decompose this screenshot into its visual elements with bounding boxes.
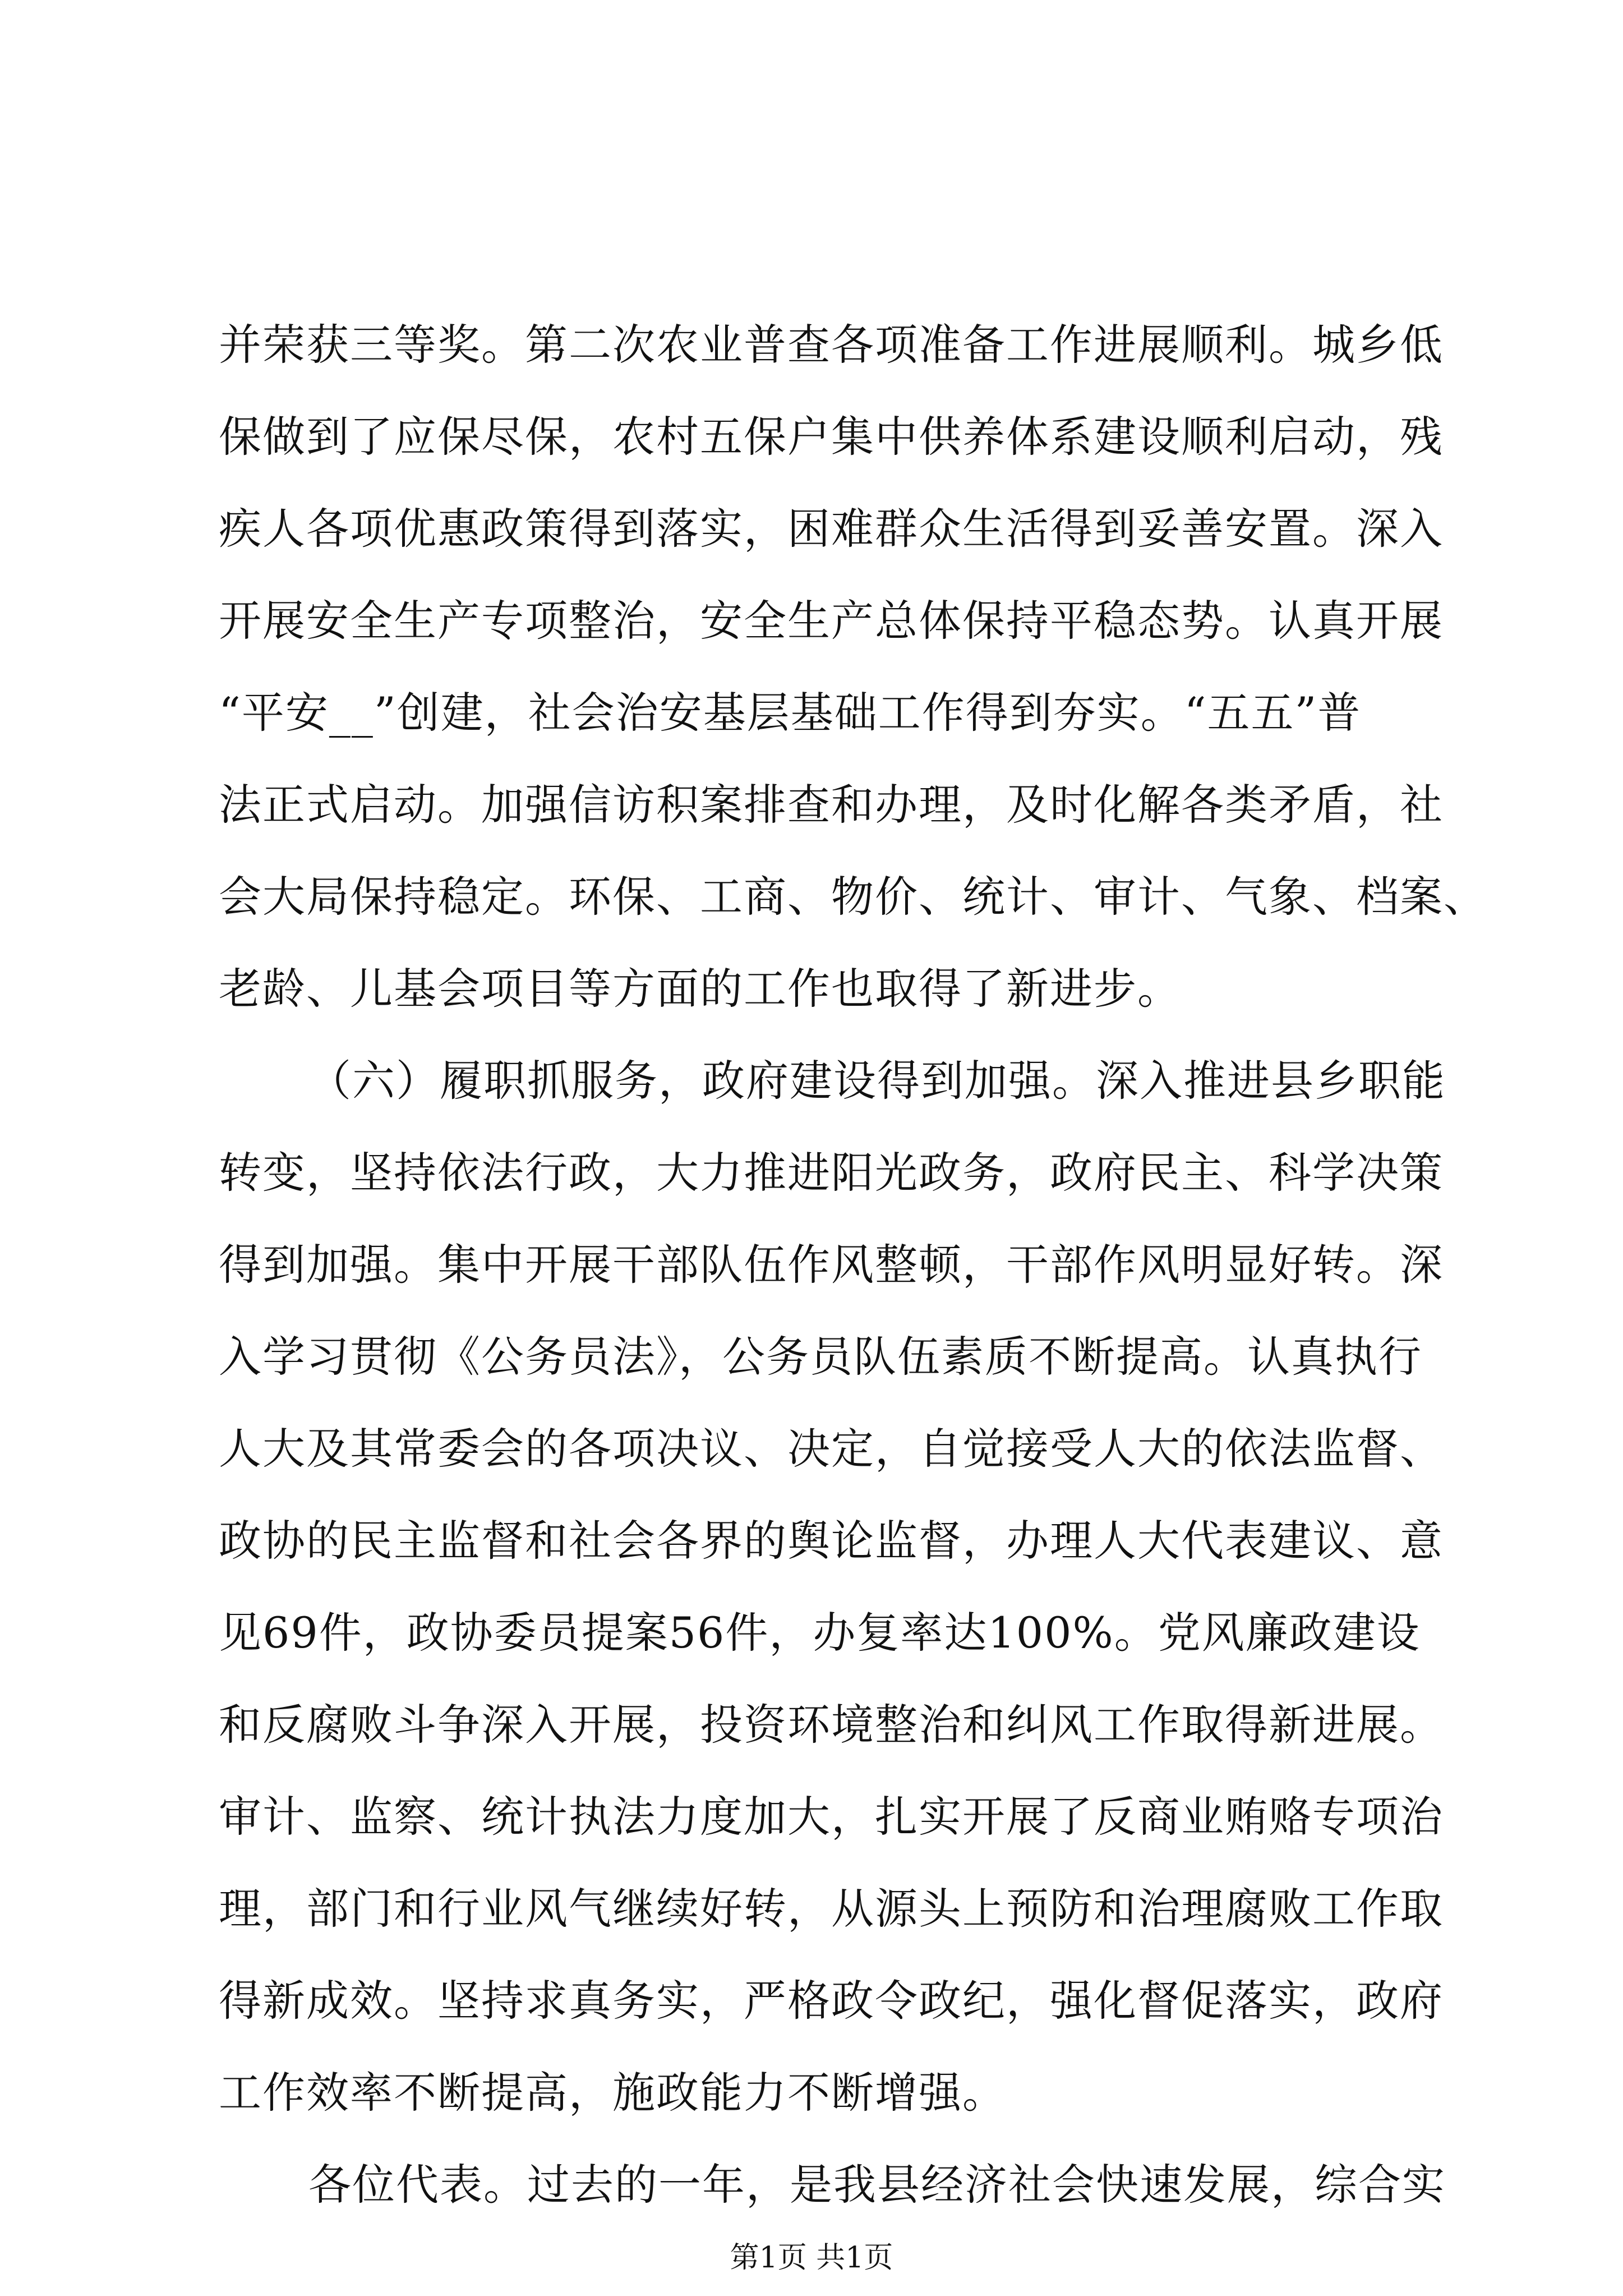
text-line: 法正式启动。加强信访积案排查和办理，及时化解各类矛盾，社 — [219, 780, 1444, 830]
text-line: 政协的民主监督和社会各界的舆论监督，办理人大代表建议、意 — [219, 1516, 1444, 1566]
text-line: 得到加强。集中开展干部队伍作风整顿，干部作风明显好转。深 — [219, 1240, 1444, 1290]
paragraph-start-line: （六）履职抓服务，政府建设得到加强。深入推进县乡职能 — [308, 1056, 1446, 1106]
text-line: 老龄、儿基会项目等方面的工作也取得了新进步。 — [219, 964, 1181, 1014]
text-line: 入学习贯彻《公务员法》，公务员队伍素质不断提高。认真执行 — [219, 1332, 1422, 1382]
text-line: 疾人各项优惠政策得到落实，困难群众生活得到妥善安置。深入 — [219, 504, 1444, 554]
text-line: 理，部门和行业风气继续好转，从源头上预防和治理腐败工作取 — [219, 1884, 1444, 1934]
text-line: 开展安全生产专项整治，安全生产总体保持平稳态势。认真开展 — [219, 596, 1444, 646]
text-line: 转变，坚持依法行政，大力推进阳光政务，政府民主、科学决策 — [219, 1148, 1444, 1198]
text-line: “平安__”创建，社会治安基层基础工作得到夯实。“五五”普 — [219, 688, 1362, 738]
text-line: 工作效率不断提高，施政能力不断增强。 — [219, 2068, 1006, 2118]
text-line: 会大局保持稳定。环保、工商、物价、统计、审计、气象、档案、 — [219, 872, 1487, 922]
text-line: 并荣获三等奖。第二次农业普查各项准备工作进展顺利。城乡低 — [219, 320, 1444, 370]
text-line: 保做到了应保尽保，农村五保户集中供养体系建设顺利启动，残 — [219, 412, 1444, 462]
text-line: 见69件，政协委员提案56件，办复率达100%。党风廉政建设 — [219, 1608, 1421, 1658]
text-line: 审计、监察、统计执法力度加大，扎实开展了反商业贿赂专项治 — [219, 1792, 1444, 1842]
text-line: 得新成效。坚持求真务实，严格政令政纪，强化督促落实，政府 — [219, 1976, 1444, 2026]
paragraph-start-line: 各位代表。过去的一年，是我县经济社会快速发展，综合实 — [308, 2160, 1446, 2210]
text-line: 人大及其常委会的各项决议、决定，自觉接受人大的依法监督、 — [219, 1424, 1444, 1474]
text-line: 和反腐败斗争深入开展，投资环境整治和纠风工作取得新进展。 — [219, 1700, 1444, 1750]
page-footer: 第1页 共1页 — [730, 2241, 893, 2275]
